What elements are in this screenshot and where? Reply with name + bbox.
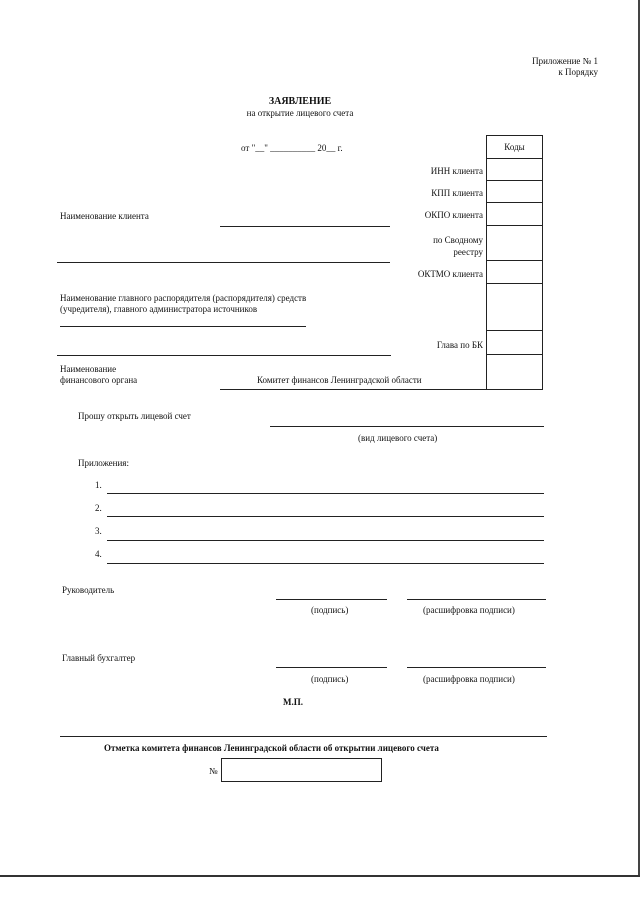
fin-organ-label-2: финансового органа [60,375,138,385]
client-name-line-1[interactable] [220,226,390,227]
code-cell-kpp[interactable] [487,181,543,203]
code-cell-inn[interactable] [487,159,543,181]
fin-organ-value: Комитет финансов Ленинградской области [257,375,422,385]
scan-bottom-edge [0,875,640,877]
main-manager-line-2[interactable] [57,355,391,356]
appendix-line-1: Приложение № 1 [532,56,598,66]
label-oktmo: ОКТМО клиента [417,269,483,279]
document-title: ЗАЯВЛЕНИЕ [268,96,332,107]
accountant-signature-line[interactable] [276,667,387,668]
label-kpp: КПП клиента [431,188,483,198]
date-line: от "__" __________ 20__ г. [241,143,343,153]
codes-header: Коды [487,136,543,159]
committee-note: Отметка комитета финансов Ленинградской области об открытии лицевого счета [104,743,439,753]
attachment-line[interactable] [107,563,544,564]
code-cell-glava[interactable] [487,331,543,355]
main-manager-label-2: (учредителя), главного администратора источников [60,304,258,314]
attachment-number: 3. [95,526,102,536]
code-cell-oktmo[interactable] [487,261,543,284]
head-signature-caption: (подпись) [311,605,349,615]
attachment-line[interactable] [107,516,544,517]
request-label: Прошу открыть лицевой счет [78,411,191,421]
committee-divider [60,736,547,737]
fin-organ-line [220,389,486,390]
account-number-box[interactable] [221,758,382,782]
client-name-label: Наименование клиента [60,211,149,221]
document-subtitle: на открытие лицевого счета [246,108,354,118]
accountant-decoding-line[interactable] [407,667,546,668]
appendix-line-2: к Порядку [558,67,598,77]
stamp-label: М.П. [283,697,303,707]
head-decoding-line[interactable] [407,599,546,600]
attachment-number: 1. [95,480,102,490]
head-decoding-caption: (расшифровка подписи) [423,605,515,615]
attachment-line[interactable] [107,493,544,494]
attachment-number: 4. [95,549,102,559]
main-manager-label-1: Наименование главного распорядителя (распорядителя) средств [60,293,307,303]
attachment-line[interactable] [107,540,544,541]
head-label: Руководитель [62,585,115,595]
account-type-caption: (вид лицевого счета) [358,433,438,443]
fin-organ-label-1: Наименование [60,364,117,374]
code-cell-empty[interactable] [487,284,543,331]
accountant-label: Главный бухгалтер [62,653,136,663]
number-label: № [209,766,218,776]
account-type-line[interactable] [270,426,544,427]
label-inn: ИНН клиента [430,166,483,176]
accountant-signature-caption: (подпись) [311,674,349,684]
codes-table [486,135,543,390]
accountant-decoding-caption: (расшифровка подписи) [423,674,515,684]
label-glava: Глава по БК [436,340,483,350]
label-okpo: ОКПО клиента [424,210,483,220]
label-svod-1: по Сводному [433,235,483,245]
code-cell-okpo[interactable] [487,203,543,226]
code-cell-fin-organ[interactable] [487,355,543,390]
client-name-line-2[interactable] [57,262,390,263]
attachment-number: 2. [95,503,102,513]
label-svod-2: реестру [453,247,483,257]
attachments-label: Приложения: [78,458,129,468]
head-signature-line[interactable] [276,599,387,600]
main-manager-line-1[interactable] [60,326,306,327]
code-cell-svod[interactable] [487,226,543,261]
